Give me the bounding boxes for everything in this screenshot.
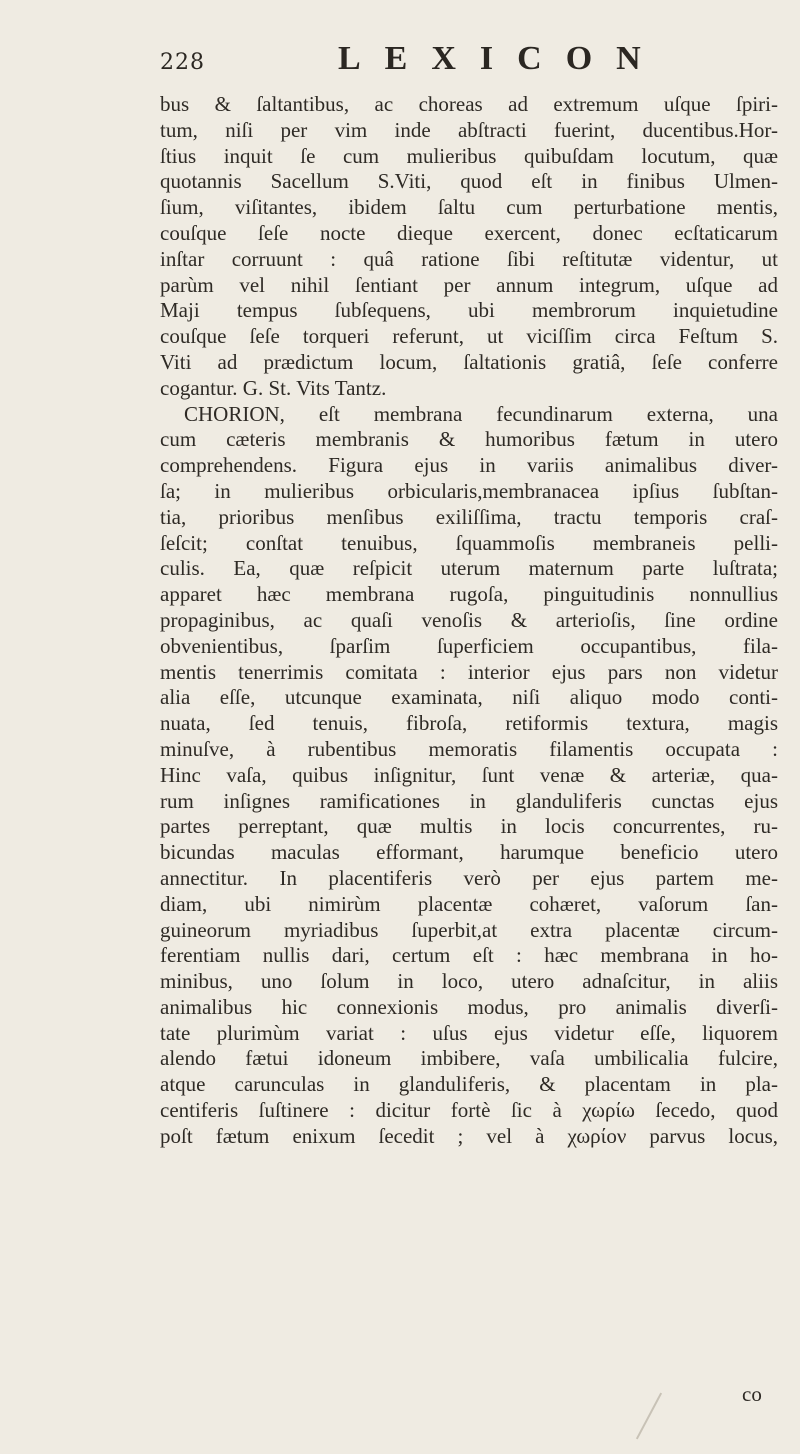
text-line: ſa; in mulieribus orbicularis,membranacea ipſius ſubſtan- bbox=[160, 478, 778, 503]
text-line: Hinc vaſa, quibus inſignitur, ſunt venæ & arteriæ, qua- bbox=[160, 762, 778, 787]
text-line: couſque ſeſe nocte dieque exercent, donec ecſtaticarum bbox=[160, 220, 778, 245]
text-line: diam, ubi nimirùm placentæ cohæret, vaſorum ſan- bbox=[160, 891, 778, 916]
text-line: tum, niſi per vim inde abſtracti fuerint, ducentibus.Hor- bbox=[160, 117, 778, 142]
text-line: parùm vel nihil ſentiant per annum integrum, uſque ad bbox=[160, 272, 778, 297]
text-line: cogantur. G. St. Vits Tantz. bbox=[160, 375, 387, 400]
text-line: CHORION, eſt membrana fecundinarum externa, una bbox=[184, 401, 778, 426]
text-line: tia, prioribus menſibus exiliſſima, tractu temporis craſ- bbox=[160, 504, 778, 529]
text-line: ſtius inquit ſe cum mulieribus quibuſdam locutum, quæ bbox=[160, 143, 778, 168]
text-line: minibus, uno ſolum in loco, utero adnaſcitur, in aliis bbox=[160, 969, 778, 994]
body-text bbox=[160, 92, 778, 1150]
text-line: propaginibus, ac quaſi venoſis & arterioſis, ſine ordine bbox=[160, 607, 778, 632]
page-header bbox=[0, 40, 800, 90]
text-line: obvenientibus, ſparſim ſuperficiem occupantibus, fila- bbox=[160, 633, 778, 658]
text-line: nuata, ſed tenuis, fibroſa, retiformis textura, magis bbox=[160, 711, 778, 736]
text-line: rum inſignes ramificationes in glanduliferis cunctas ejus bbox=[160, 788, 778, 813]
text-line: alia eſſe, utcunque examinata, niſi aliquo modo conti- bbox=[160, 685, 778, 710]
text-line: couſque ſeſe torqueri referunt, ut viciſſim circa Feſtum S. bbox=[160, 324, 778, 349]
text-line: centiferis ſuſtinere : dicitur fortè ſic à χωρίω ſecedo, quod bbox=[160, 1098, 778, 1123]
text-line: cum cæteris membranis & humoribus fætum in utero bbox=[160, 427, 778, 452]
text-line: minuſve, à rubentibus memoratis filamentis occupata : bbox=[160, 736, 778, 761]
text-line: ſium, viſitantes, ibidem ſaltu cum perturbatione mentis, bbox=[160, 195, 778, 220]
text-line: tate plurimùm variat : uſus ejus videtur eſſe, liquorem bbox=[160, 1020, 778, 1045]
catchword: co bbox=[742, 1382, 762, 1406]
text-line: mentis tenerrimis comitata : interior ejus pars non videtur bbox=[160, 659, 778, 684]
text-line: bus & ſaltantibus, ac choreas ad extremum uſque ſpiri- bbox=[160, 92, 778, 116]
page-number: 228 bbox=[160, 50, 205, 75]
text-line: culis. Ea, quæ reſpicit uterum maternum parte luſtrata; bbox=[160, 556, 778, 581]
text-line: poſt fætum enixum ſecedit ; vel à χωρίον parvus locus, bbox=[160, 1123, 778, 1148]
margin-mark bbox=[636, 1393, 662, 1440]
text-line: annectitur. In placentiferis verò per ejus partem me- bbox=[160, 865, 778, 890]
text-line: partes perreptant, quæ multis in locis concurrentes, ru- bbox=[160, 814, 778, 839]
text-line: inſtar corruunt : quâ ratione ſibi reſtitutæ videntur, ut bbox=[160, 246, 778, 271]
text-line: ferentiam nullis dari, certum eſt : hæc membrana in ho- bbox=[160, 943, 778, 968]
text-line: ſeſcit; conſtat tenuibus, ſquammoſis membraneis pelli- bbox=[160, 530, 778, 555]
text-line: bicundas maculas efformant, harumque beneficio utero bbox=[160, 840, 778, 865]
running-title: LEXICON bbox=[338, 40, 665, 77]
text-line: atque carunculas in glanduliferis, & placentam in pla- bbox=[160, 1072, 778, 1097]
text-line: animalibus hic connexionis modus, pro animalis diverſi- bbox=[160, 994, 778, 1019]
text-line: quotannis Sacellum S.Viti, quod eſt in finibus Ulmen- bbox=[160, 169, 778, 194]
text-line: apparet hæc membrana rugoſa, pinguitudinis nonnullius bbox=[160, 582, 778, 607]
text-line: alendo fætui idoneum imbibere, vaſa umbilicalia fulcire, bbox=[160, 1046, 778, 1071]
text-line: Maji tempus ſubſequens, ubi membrorum inquietudine bbox=[160, 298, 778, 323]
text-line: guineorum myriadibus ſuperbit,at extra placentæ circum- bbox=[160, 917, 778, 942]
text-line: comprehendens. Figura ejus in variis animalibus diver- bbox=[160, 453, 778, 478]
text-line: Viti ad prædictum locum, ſaltationis gratiâ, ſeſe conferre bbox=[160, 349, 778, 374]
